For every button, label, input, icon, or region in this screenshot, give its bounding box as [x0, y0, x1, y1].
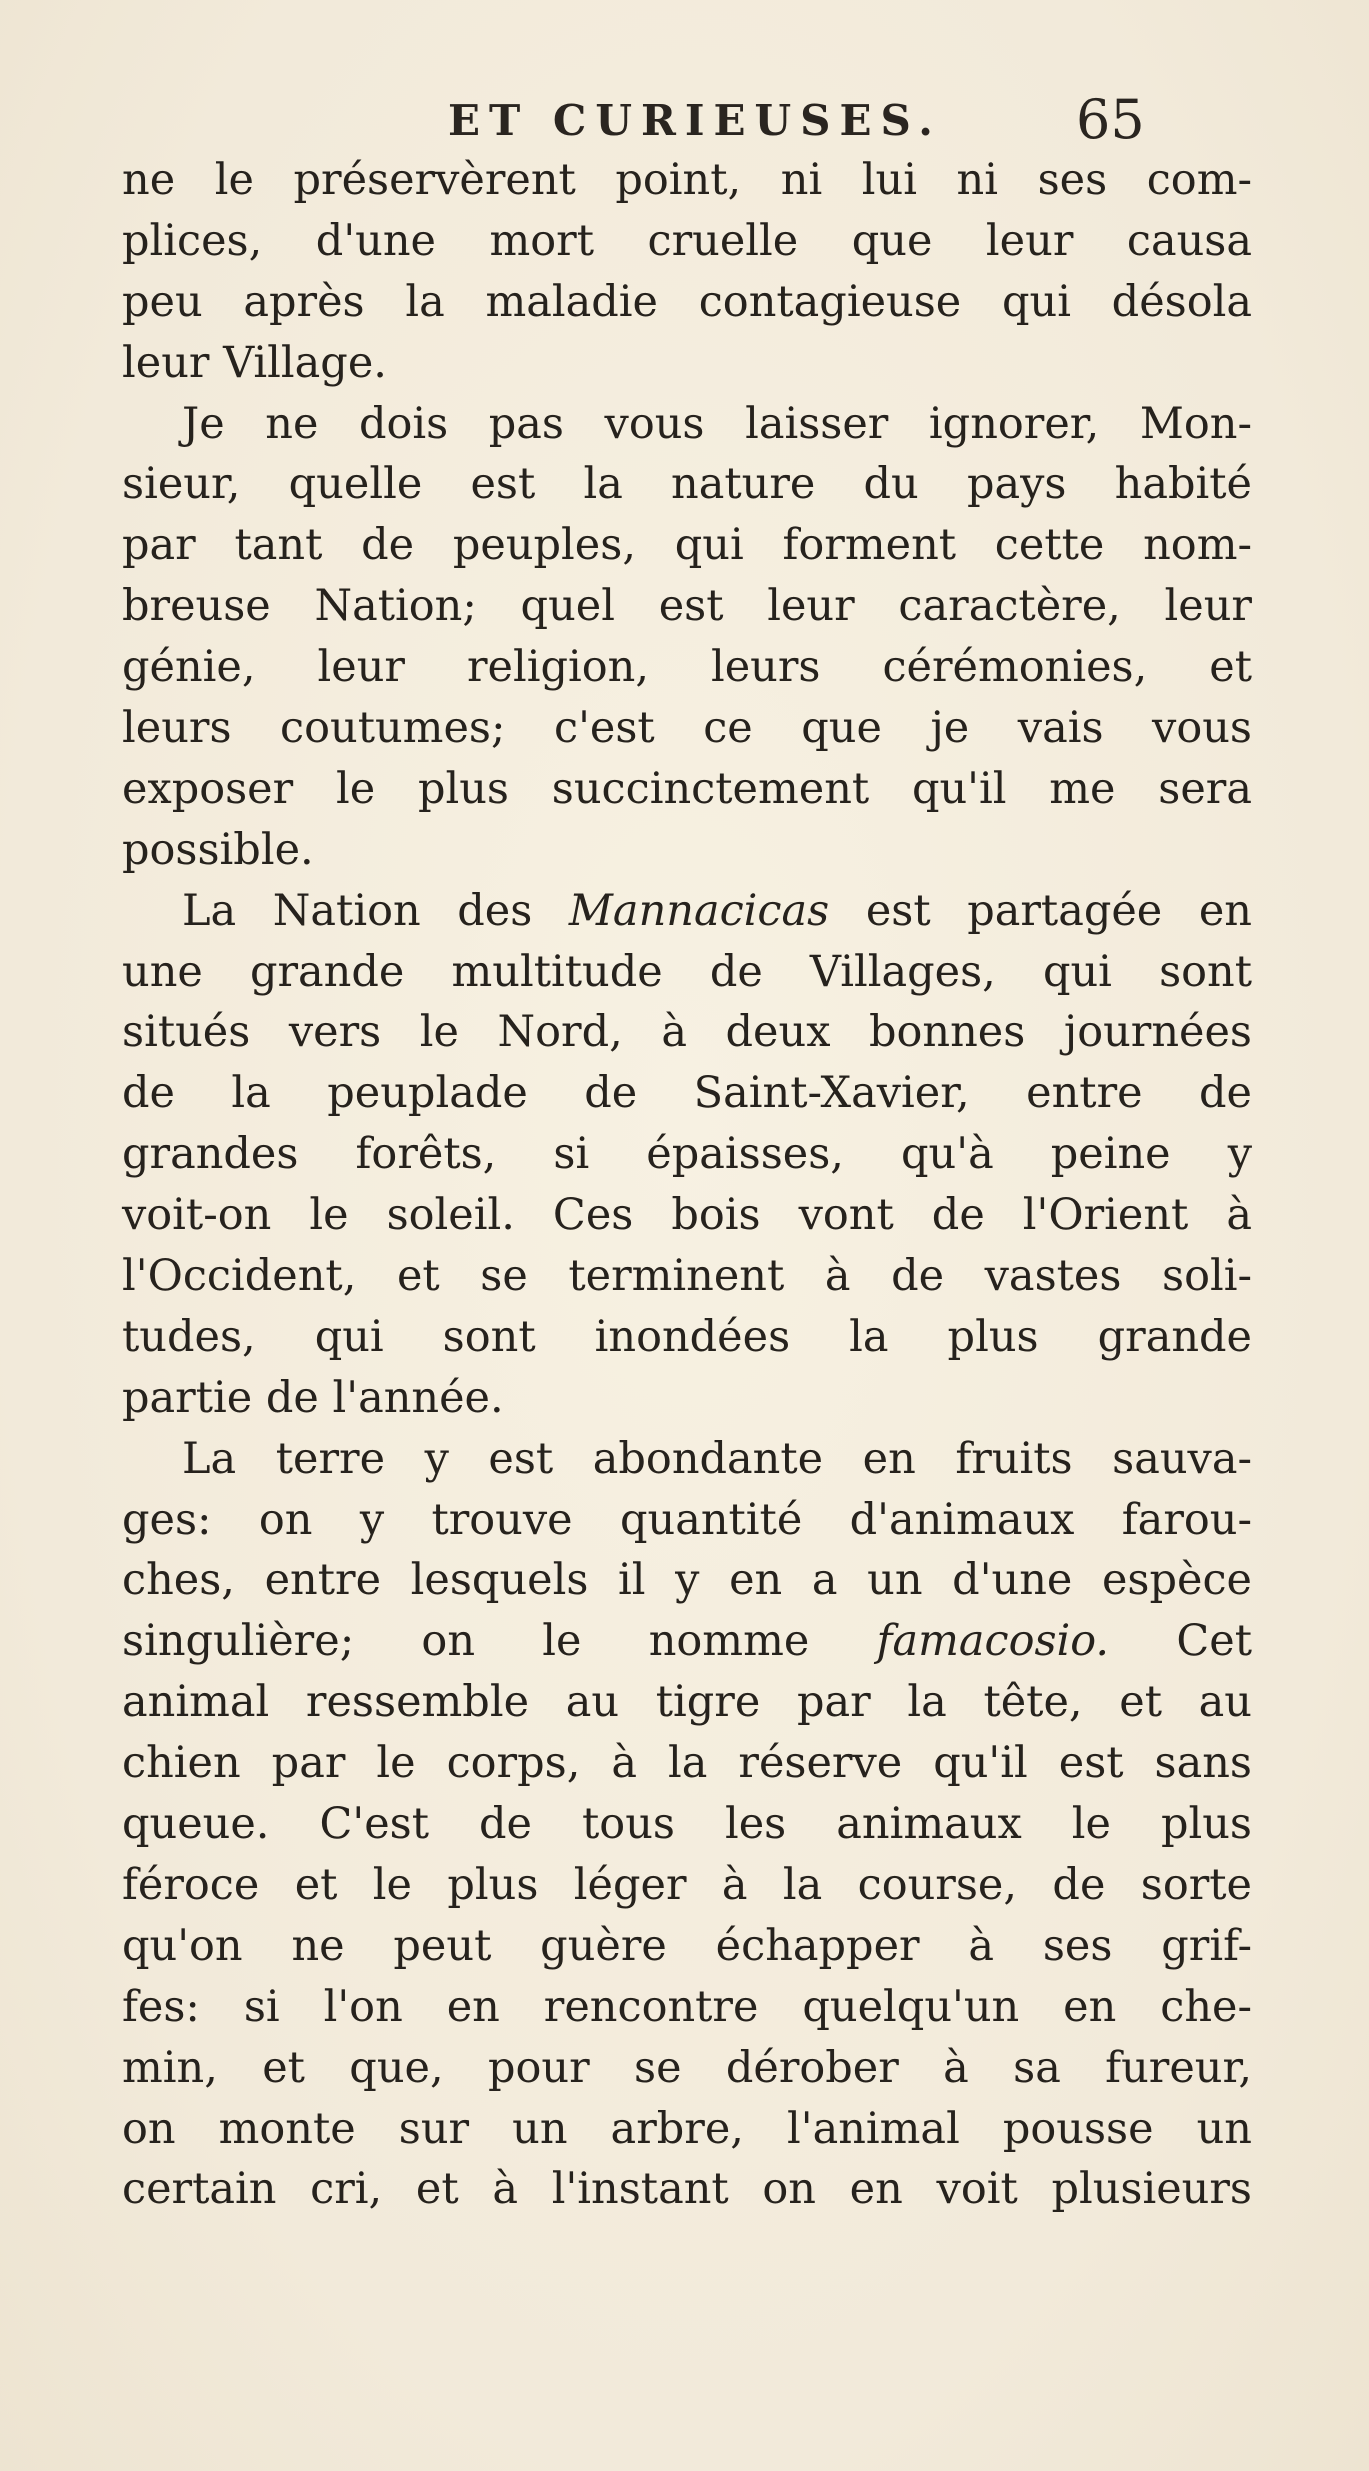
page-number: 65 — [1076, 88, 1145, 151]
text-line: exposer le plus succinctement qu'il me sera — [122, 763, 1252, 814]
text-line: queue. C'est de tous les animaux le plus — [122, 1799, 1252, 1850]
text-line: une grande multitude de Villages, qui sont — [122, 946, 1252, 997]
text-line: chien par le corps, à la réserve qu'il est sans — [122, 1738, 1252, 1789]
text-line: leurs coutumes; c'est ce que je vais vous — [122, 703, 1252, 754]
text-line: situés vers le Nord, à deux bonnes journées — [122, 1007, 1252, 1058]
italic-name: famacosio. — [876, 1616, 1110, 1667]
text-line: ne le préservèrent point, ni lui ni ses com- — [122, 155, 1252, 205]
text-line: on monte sur un arbre, l'animal pousse un — [122, 2103, 1252, 2154]
text-line: peu après la maladie contagieuse qui désola — [122, 276, 1252, 327]
running-title: ET CURIEUSES. — [448, 96, 942, 145]
text-line: qu'on ne peut guère échapper à ses grif- — [122, 1920, 1252, 1971]
text-line: sieur, quelle est la nature du pays habité — [122, 459, 1252, 510]
text-line: singulière; on le nomme famacosio. Cet — [122, 1616, 1252, 1667]
text-line: Je ne dois pas vous laisser ignorer, Mon- — [182, 398, 1252, 449]
text-line: par tant de peuples, qui forment cette nom- — [122, 520, 1252, 571]
text-line: certain cri, et à l'instant on en voit plusieurs — [122, 2164, 1252, 2215]
text-line: de la peuplade de Saint-Xavier, entre de — [122, 1068, 1252, 1119]
text-line: partie de l'année. — [122, 1372, 504, 1423]
text-line: leur Village. — [122, 337, 387, 388]
text-line: l'Occident, et se terminent à de vastes soli- — [122, 1251, 1252, 1302]
text-line: génie, leur religion, leurs cérémonies, et — [122, 642, 1252, 693]
text-line: La Nation des Mannacicas est partagée en — [182, 885, 1252, 936]
text-line: grandes forêts, si épaisses, qu'à peine y — [122, 1129, 1252, 1180]
text-line: La terre y est abondante en fruits sauva- — [182, 1433, 1252, 1484]
text-line: plices, d'une mort cruelle que leur causa — [122, 215, 1252, 266]
text-line: possible. — [122, 824, 314, 875]
text-line: animal ressemble au tigre par la tête, et au — [122, 1677, 1252, 1728]
text-line: tudes, qui sont inondées la plus grande — [122, 1311, 1252, 1362]
body-text — [122, 150, 1252, 2220]
text-line: voit-on le soleil. Ces bois vont de l'Orient à — [122, 1190, 1252, 1241]
text-line: ches, entre lesquels il y en a un d'une espèce — [122, 1555, 1252, 1606]
text-line: ges: on y trouve quantité d'animaux farou- — [122, 1494, 1252, 1545]
italic-name: Mannacicas — [568, 885, 830, 936]
text-line: féroce et le plus léger à la course, de sorte — [122, 1859, 1252, 1910]
text-line: breuse Nation; quel est leur caractère, leur — [122, 581, 1252, 632]
text-line: min, et que, pour se dérober à sa fureur, — [122, 2042, 1252, 2093]
text-line: fes: si l'on en rencontre quelqu'un en che- — [122, 1981, 1252, 2032]
